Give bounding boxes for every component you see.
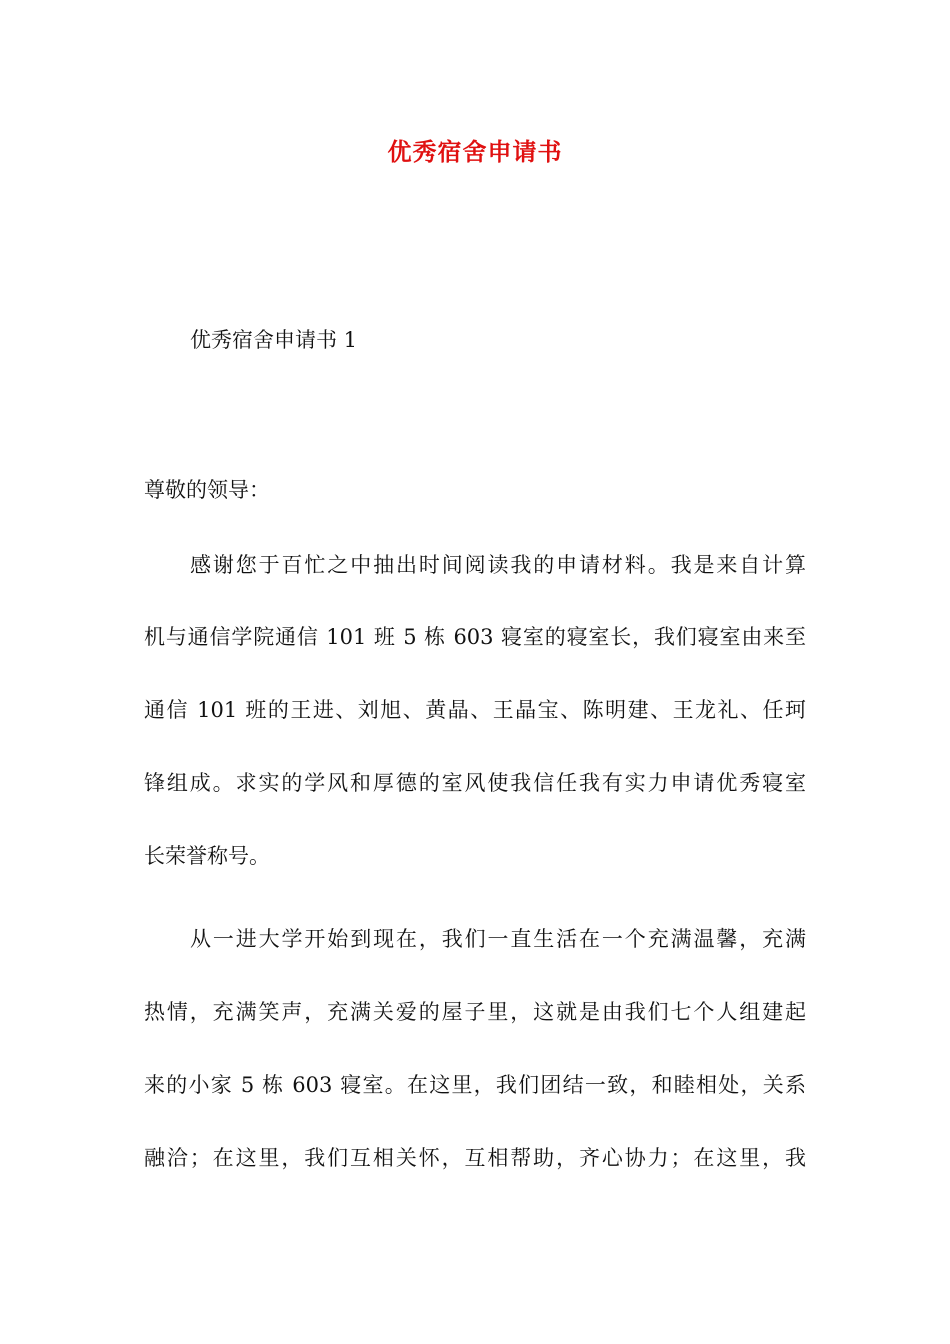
document-title: 优秀宿舍申请书: [387, 137, 563, 166]
paragraph-1-line-3: 通信 101 班的王进、刘旭、黄晶、王晶宝、陈明建、王龙礼、任珂: [144, 698, 806, 722]
paragraph-1-line-1: 感谢您于百忙之中抽出时间阅读我的申请材料。我是来自计算: [190, 553, 806, 577]
paragraph-2-line-1: 从一进大学开始到现在，我们一直生活在一个充满温馨，充满: [190, 927, 806, 951]
paragraph-1-line-4: 锋组成。求实的学风和厚德的室风使我信任我有实力申请优秀寝室: [144, 771, 806, 795]
section-heading: 优秀宿舍申请书 1: [190, 328, 358, 352]
paragraph-1-line-2: 机与通信学院通信 101 班 5 栋 603 寝室的寝室长，我们寝室由来至: [144, 625, 806, 649]
paragraph-2-line-2: 热情，充满笑声，充满关爱的屋子里，这就是由我们七个人组建起: [144, 1000, 806, 1024]
paragraph-2-line-3: 来的小家 5 栋 603 寝室。在这里，我们团结一致，和睦相处，关系: [144, 1073, 806, 1097]
paragraph-1-line-5: 长荣誉称号。: [144, 844, 270, 868]
paragraph-2-line-4: 融洽；在这里，我们互相关怀，互相帮助，齐心协力；在这里，我: [144, 1146, 806, 1170]
salutation: 尊敬的领导：: [144, 478, 270, 502]
